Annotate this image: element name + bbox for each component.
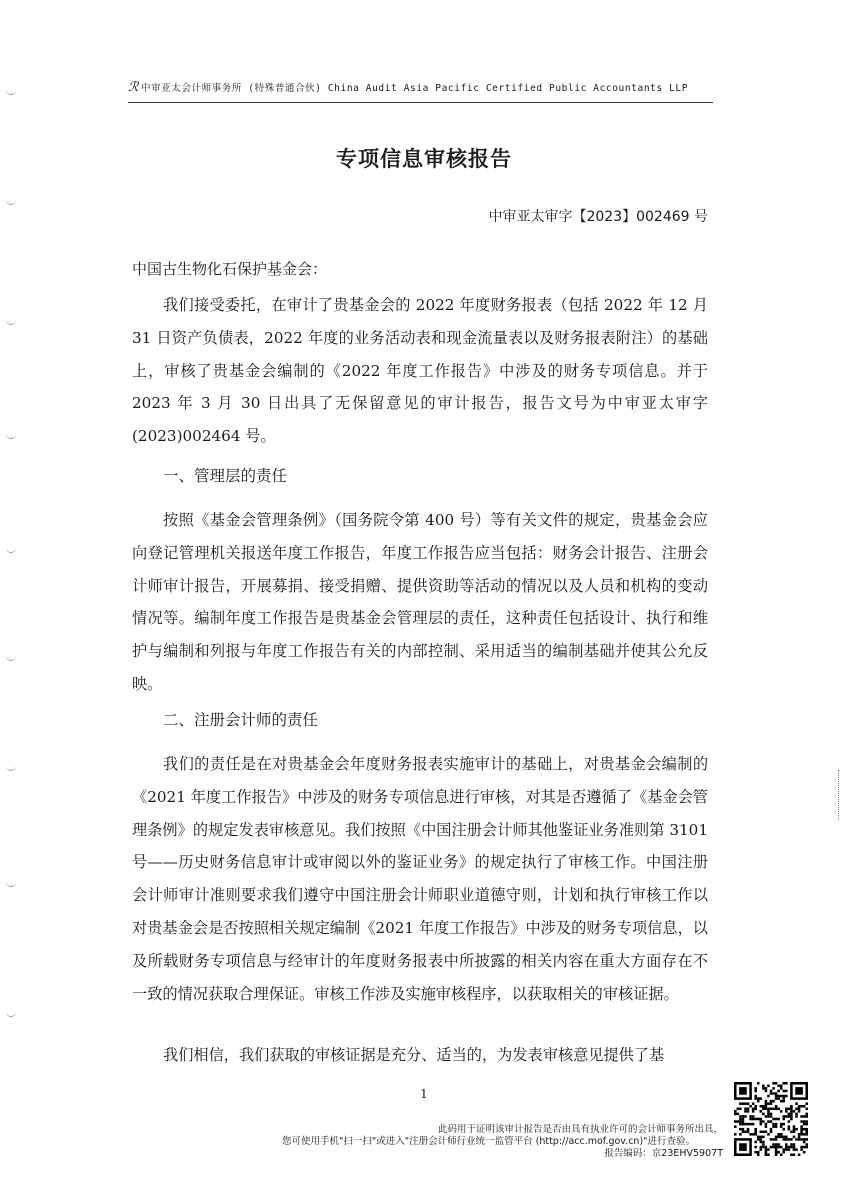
verification-note: 此码用于证明该审计报告是否由具有执业许可的会计师事务所出具， [437,1124,723,1135]
section-heading-management: 一、管理层的责任 [163,467,288,485]
firm-logo-icon: ℛ [128,80,139,95]
addressee: 中国古生物化石保护基金会： [132,260,328,278]
report-title: 专项信息审核报告 [336,147,512,171]
qr-code[interactable] [734,1082,808,1156]
binding-mark [6,88,16,95]
binding-mark [6,880,16,887]
section-heading-cpa: 二、注册会计师的责任 [163,711,319,729]
firm-letterhead [128,80,713,103]
report-number: 中审亚太审字【2023】002469 号 [488,209,708,225]
intro-paragraph: 我们接受委托，在审计了贵基金会的 2022 年度财务报表（包括 2022 年 12 月 31 日资产负债表，2022 年度的业务活动表和现金流量表以及财务报表附注）的基础上，审核了贵基金会编制的《2022 年度工作报告》中涉及的财务专项信息。并于 2023 年 3 月 30 日出具了无保留意见的审计报告，报告文号为中审亚太审字 (2023)002464 号。 [132,296,708,446]
binding-mark [6,546,16,553]
firm-name: 中审亚太会计师事务所 (特殊普通合伙) China Audit Asia Pacific Certified Public Accountants LLP [140,83,689,94]
evidence-paragraph: 我们相信，我们获取的审核证据是充分、适当的，为发表审核意见提供了基 [163,1046,665,1064]
cpa-responsibility-paragraph: 我们的责任是在对贵基金会年度财务报表实施审计的基础上，对贵基金会编制的《2021 年度工作报告》中涉及的财务专项信息进行审核，对其是否遵循了《基金会管理条例》的规定发表审核意见。我们按照《中国注册会计师其他鉴证业务准则第 3101 号——历史财务信息审计或审阅以外的鉴证业务》的规定执行了审核工作。中国注册会计师审计准则要求我们遵守中国注册会计师职业道德守则，计划和执行审核工作以对贵基金会是否按照相关规定编制《2021 年度工作报告》中涉及的财务专项信息，以及所载财务专项信息与经审计的年度财务报表中所披露的相关内容在重大方面存在不一致的情况获取合理保证。审核工作涉及实施审核程序，以获取相关的审核证据。 [132,755,708,1003]
edge-mark [838,770,843,820]
verification-instructions: 您可使用手机"扫一扫"或进入"注册会计师行业统一监管平台 (http://acc.mof.gov.cn)"进行查验。 [282,1136,696,1147]
binding-mark [6,764,16,771]
binding-mark [6,318,16,325]
binding-mark [6,432,16,439]
binding-mark [6,198,16,205]
binding-holes [0,0,30,1200]
page-number: 1 [420,1087,428,1101]
binding-mark [6,1010,16,1017]
binding-mark [6,654,16,661]
management-responsibility-paragraph: 按照《基金会管理条例》（国务院令第 400 号）等有关文件的规定，贵基金会应向登记管理机关报送年度工作报告，年度工作报告应当包括：财务会计报告、注册会计师审计报告，开展募捐、接受捐赠、提供资助等活动的情况以及人员和机构的变动情况等。编制年度工作报告是贵基金会管理层的责任，这种责任包括设计、执行和维护与编制和列报与年度工作报告有关的内部控制、采用适当的编制基础并使其公允反映。 [132,511,708,693]
report-code: 报告编码：京23EHV5907T [604,1148,723,1159]
